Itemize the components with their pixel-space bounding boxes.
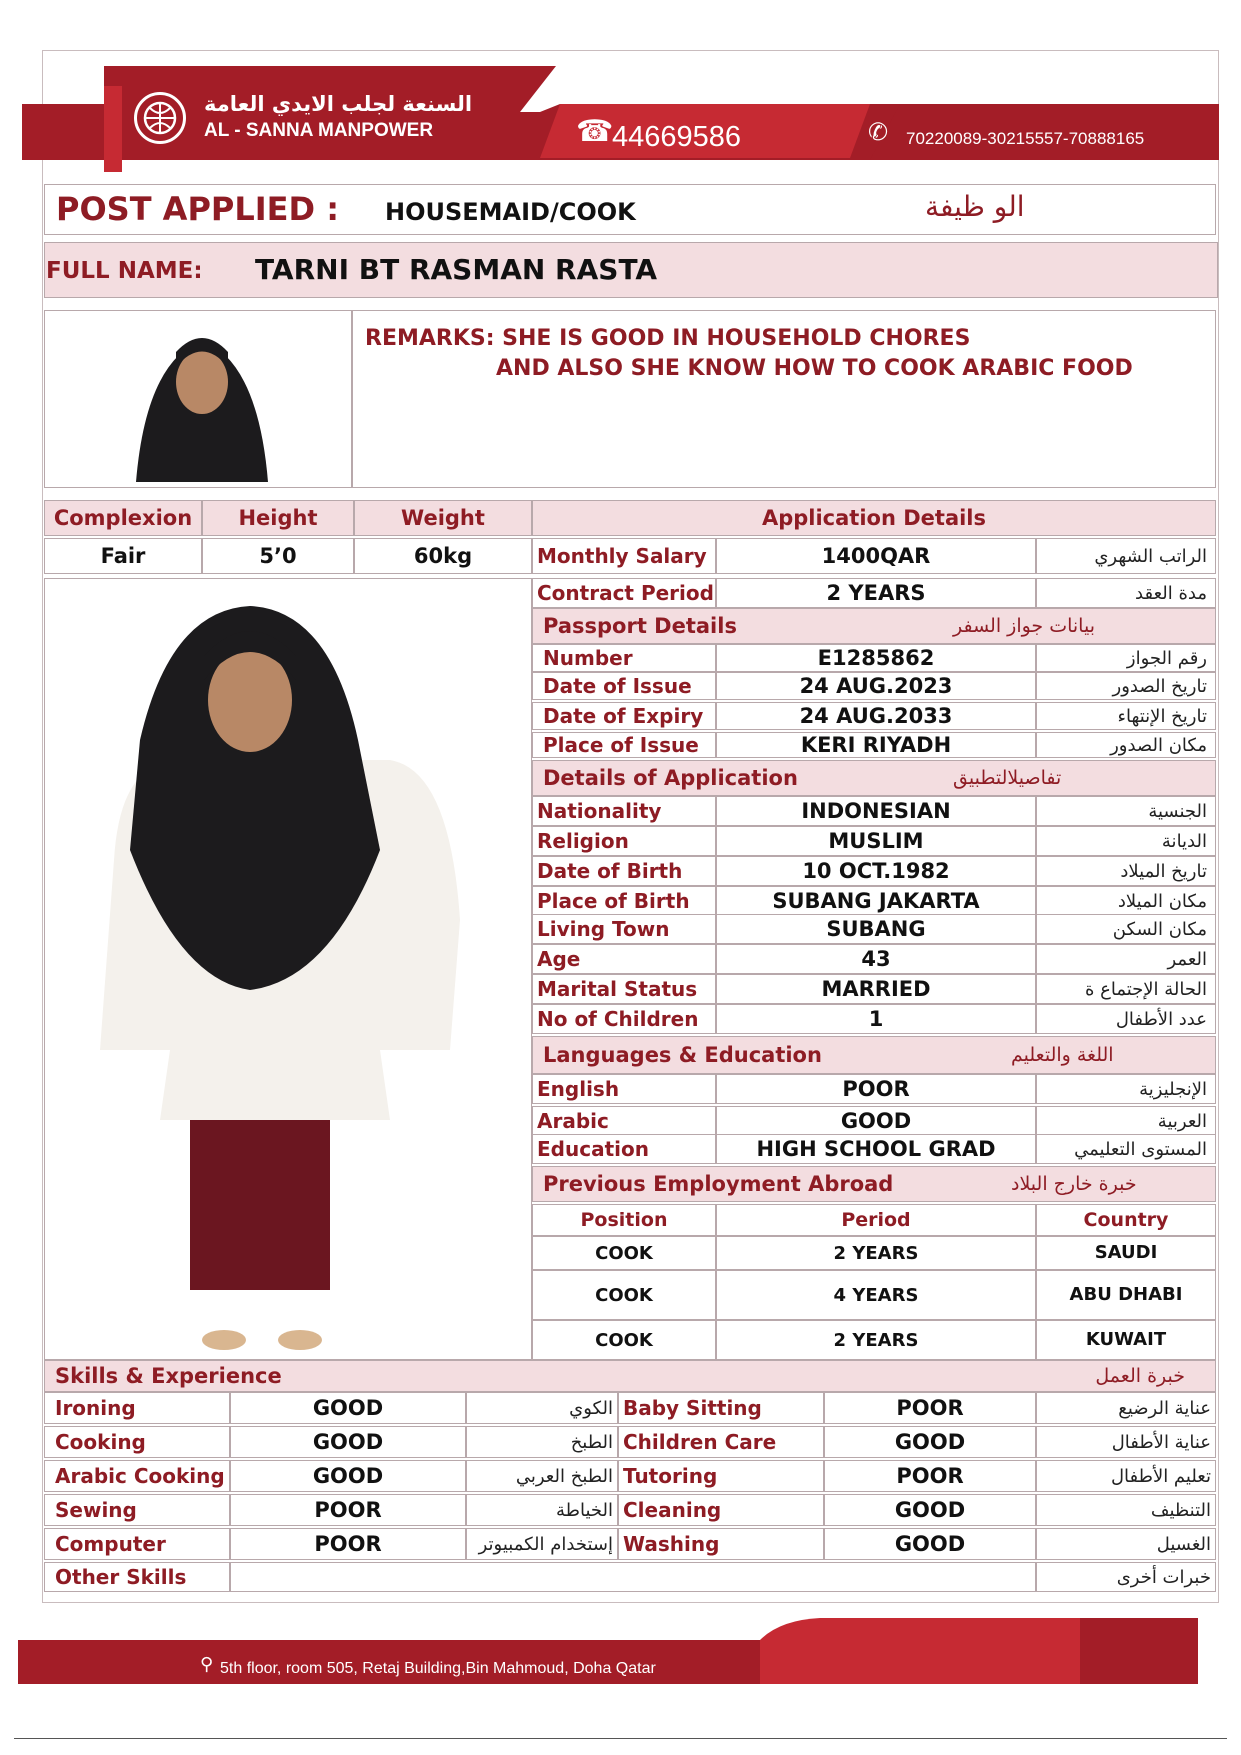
emp-row-period: 2 YEARS — [716, 1236, 1036, 1270]
language-row-label-ar: الإنجليزية — [1036, 1074, 1216, 1104]
skill-label: Arabic Cooking — [44, 1460, 230, 1492]
employment-title: Previous Employment Abroad — [543, 1172, 894, 1196]
emp-row-position: COOK — [532, 1270, 716, 1320]
company-name-en: AL - SANNA MANPOWER — [204, 120, 434, 141]
language-row-value: POOR — [716, 1074, 1036, 1104]
emp-col-period-label: Period — [841, 1209, 911, 1231]
weight-value: 60kg — [354, 538, 532, 574]
passport-row-label: Number — [532, 644, 716, 672]
skill-value: POOR — [824, 1392, 1036, 1424]
weight-header — [354, 500, 532, 536]
skill-value: POOR — [230, 1528, 466, 1560]
language-row-value: GOOD — [716, 1106, 1036, 1136]
emp-row-country: ABU DHABI — [1036, 1270, 1216, 1320]
height-header — [202, 500, 354, 536]
post-label: POST APPLIED : — [56, 190, 339, 228]
details-row-value: 10 OCT.1982 — [716, 856, 1036, 886]
skill-value: GOOD — [824, 1494, 1036, 1526]
skill-label: Children Care — [618, 1426, 824, 1458]
emp-col-position-label: Position — [580, 1209, 668, 1231]
contract-value: 2 YEARS — [716, 578, 1036, 608]
mobile-icon: ✆ — [868, 118, 889, 146]
languages-header — [532, 1036, 1216, 1074]
passport-row-value: 24 AUG.2023 — [716, 672, 1036, 700]
details-row-label-ar: الجنسية — [1036, 796, 1216, 826]
language-row-label: Arabic — [532, 1106, 716, 1136]
skill-label-ar: إستخدام الكمبيوتر — [466, 1528, 618, 1560]
emp-col-country — [1036, 1204, 1216, 1236]
details-title: Details of Application — [543, 766, 798, 790]
remarks-line2: AND ALSO SHE KNOW HOW TO COOK ARABIC FOOD — [496, 356, 1133, 381]
language-row-value: HIGH SCHOOL GRAD — [716, 1134, 1036, 1164]
small-photo — [96, 322, 308, 486]
contract-label-ar: مدة العقد — [1036, 578, 1216, 608]
skill-label-ar: الطبخ العربي — [466, 1460, 618, 1492]
skill-label-ar: الخياطة — [466, 1494, 618, 1526]
skill-label: Tutoring — [618, 1460, 824, 1492]
details-row-value: SUBANG JAKARTA — [716, 886, 1036, 916]
skill-label-ar: تعليم الأطفال — [1036, 1460, 1216, 1492]
salary-label: Monthly Salary — [532, 538, 716, 574]
details-row-label: Place of Birth — [532, 886, 716, 916]
details-row-label-ar: العمر — [1036, 944, 1216, 974]
details-row-label-ar: عدد الأطفال — [1036, 1004, 1216, 1034]
details-row-value: MUSLIM — [716, 826, 1036, 856]
emp-col-country-label: Country — [1083, 1209, 1169, 1231]
location-pin-icon: ⚲ — [200, 1654, 214, 1675]
employment-title-ar: خبرة خارج البلاد — [1011, 1173, 1137, 1195]
passport-row-value: 24 AUG.2033 — [716, 702, 1036, 730]
skill-label-ar: الطبخ — [466, 1426, 618, 1458]
skill-value: GOOD — [824, 1528, 1036, 1560]
globe-icon — [134, 92, 186, 144]
skill-value: GOOD — [230, 1460, 466, 1492]
details-row-value: INDONESIAN — [716, 796, 1036, 826]
details-row-label: No of Children — [532, 1004, 716, 1034]
details-row-label-ar: الديانة — [1036, 826, 1216, 856]
other-skills-value — [230, 1562, 1036, 1592]
name-value: TARNI BT RASMAN RASTA — [255, 253, 658, 286]
language-row-label-ar: المستوى التعليمي — [1036, 1134, 1216, 1164]
skill-value: POOR — [230, 1494, 466, 1526]
passport-row-label: Date of Issue — [532, 672, 716, 700]
details-title-ar: تفاصيلالتطبيق — [953, 767, 1062, 789]
skill-value: GOOD — [230, 1426, 466, 1458]
languages-title-ar: اللغة والتعليم — [1011, 1044, 1114, 1066]
details-row-label-ar: مكان السكن — [1036, 914, 1216, 944]
skill-label: Cleaning — [618, 1494, 824, 1526]
details-row-label: Nationality — [532, 796, 716, 826]
company-name-ar: السنعة لجلب الايدي العامة — [204, 92, 473, 116]
details-row-value: 1 — [716, 1004, 1036, 1034]
weight-header-label: Weight — [401, 506, 485, 530]
details-row-label: Age — [532, 944, 716, 974]
employment-header — [532, 1166, 1216, 1202]
skill-label-ar: عناية الرضيع — [1036, 1392, 1216, 1424]
skill-value: POOR — [824, 1460, 1036, 1492]
passport-row-label-ar: تاريخ الإنتهاء — [1036, 702, 1216, 730]
passport-row-label: Date of Expiry — [532, 702, 716, 730]
skill-value: GOOD — [230, 1392, 466, 1424]
passport-row-value: KERI RIYADH — [716, 732, 1036, 758]
contract-label: Contract Period — [532, 578, 716, 608]
skill-label: Cooking — [44, 1426, 230, 1458]
height-header-label: Height — [238, 506, 318, 530]
languages-title: Languages & Education — [543, 1043, 822, 1067]
skill-label-ar: الكوي — [466, 1392, 618, 1424]
details-row-value: MARRIED — [716, 974, 1036, 1004]
emp-col-period — [716, 1204, 1036, 1236]
name-label: FULL NAME: — [46, 258, 203, 284]
skill-label: Baby Sitting — [618, 1392, 824, 1424]
bottom-rule — [14, 1738, 1227, 1739]
post-value: HOUSEMAID/COOK — [385, 198, 636, 226]
details-header — [532, 760, 1216, 796]
other-skills-label: Other Skills — [44, 1562, 230, 1592]
skill-label-ar: التنظيف — [1036, 1494, 1216, 1526]
emp-col-position — [532, 1204, 716, 1236]
skill-value: GOOD — [824, 1426, 1036, 1458]
passport-header — [532, 608, 1216, 644]
skills-header — [44, 1360, 1216, 1392]
mobile-numbers: 70220089-30215557-70888165 — [906, 129, 1145, 148]
emp-row-period: 4 YEARS — [716, 1270, 1036, 1320]
details-row-value: 43 — [716, 944, 1036, 974]
details-row-label: Religion — [532, 826, 716, 856]
footer-banner — [0, 1610, 1241, 1690]
skill-label-ar: الغسيل — [1036, 1528, 1216, 1560]
salary-label-ar: الراتب الشهري — [1036, 538, 1216, 574]
details-row-label: Date of Birth — [532, 856, 716, 886]
skill-label: Sewing — [44, 1494, 230, 1526]
full-body-photo — [100, 600, 460, 1360]
emp-row-country: KUWAIT — [1036, 1320, 1216, 1360]
passport-row-label: Place of Issue — [532, 732, 716, 758]
skills-title-ar: خبرة العمل — [1095, 1365, 1185, 1387]
company-logo — [134, 92, 186, 144]
complexion-header — [44, 500, 202, 536]
passport-title: Passport Details — [543, 614, 737, 638]
skill-label: Ironing — [44, 1392, 230, 1424]
height-value: 5’0 — [202, 538, 354, 574]
details-row-value: SUBANG — [716, 914, 1036, 944]
complexion-value: Fair — [44, 538, 202, 574]
footer-address: 5th floor, room 505, Retaj Building,Bin Mahmoud, Doha Qatar — [220, 1660, 656, 1677]
other-skills-label-ar: خبرات أخرى — [1036, 1562, 1216, 1592]
skill-label-ar: عناية الأطفال — [1036, 1426, 1216, 1458]
remarks-line1: REMARKS: SHE IS GOOD IN HOUSEHOLD CHORES — [365, 326, 971, 351]
skill-label: Washing — [618, 1528, 824, 1560]
emp-row-position: COOK — [532, 1320, 716, 1360]
skill-label: Computer — [44, 1528, 230, 1560]
details-row-label-ar: تاريخ الميلاد — [1036, 856, 1216, 886]
emp-row-country: SAUDI — [1036, 1236, 1216, 1270]
passport-row-label-ar: تاريخ الصدور — [1036, 672, 1216, 700]
details-row-label: Marital Status — [532, 974, 716, 1004]
salary-value: 1400QAR — [716, 538, 1036, 574]
passport-row-value: E1285862 — [716, 644, 1036, 672]
language-row-label-ar: العربية — [1036, 1106, 1216, 1136]
details-row-label-ar: الحالة الإجتماع ة — [1036, 974, 1216, 1004]
post-label-ar: الو ظيفة — [925, 190, 1025, 223]
passport-row-label-ar: مكان الصدور — [1036, 732, 1216, 758]
language-row-label: Education — [532, 1134, 716, 1164]
emp-row-period: 2 YEARS — [716, 1320, 1036, 1360]
language-row-label: English — [532, 1074, 716, 1104]
details-row-label-ar: مكان الميلاد — [1036, 886, 1216, 916]
application-title: Application Details — [761, 506, 987, 530]
details-row-label: Living Town — [532, 914, 716, 944]
phone-number: 44669586 — [612, 121, 742, 153]
complexion-header-label: Complexion — [53, 506, 193, 530]
application-header — [532, 500, 1216, 536]
passport-title-ar: بيانات جواز السفر — [953, 615, 1095, 637]
passport-row-label-ar: رقم الجواز — [1036, 644, 1216, 672]
skills-title: Skills & Experience — [55, 1364, 282, 1388]
emp-row-position: COOK — [532, 1236, 716, 1270]
phone-icon: ☎ — [576, 114, 614, 149]
